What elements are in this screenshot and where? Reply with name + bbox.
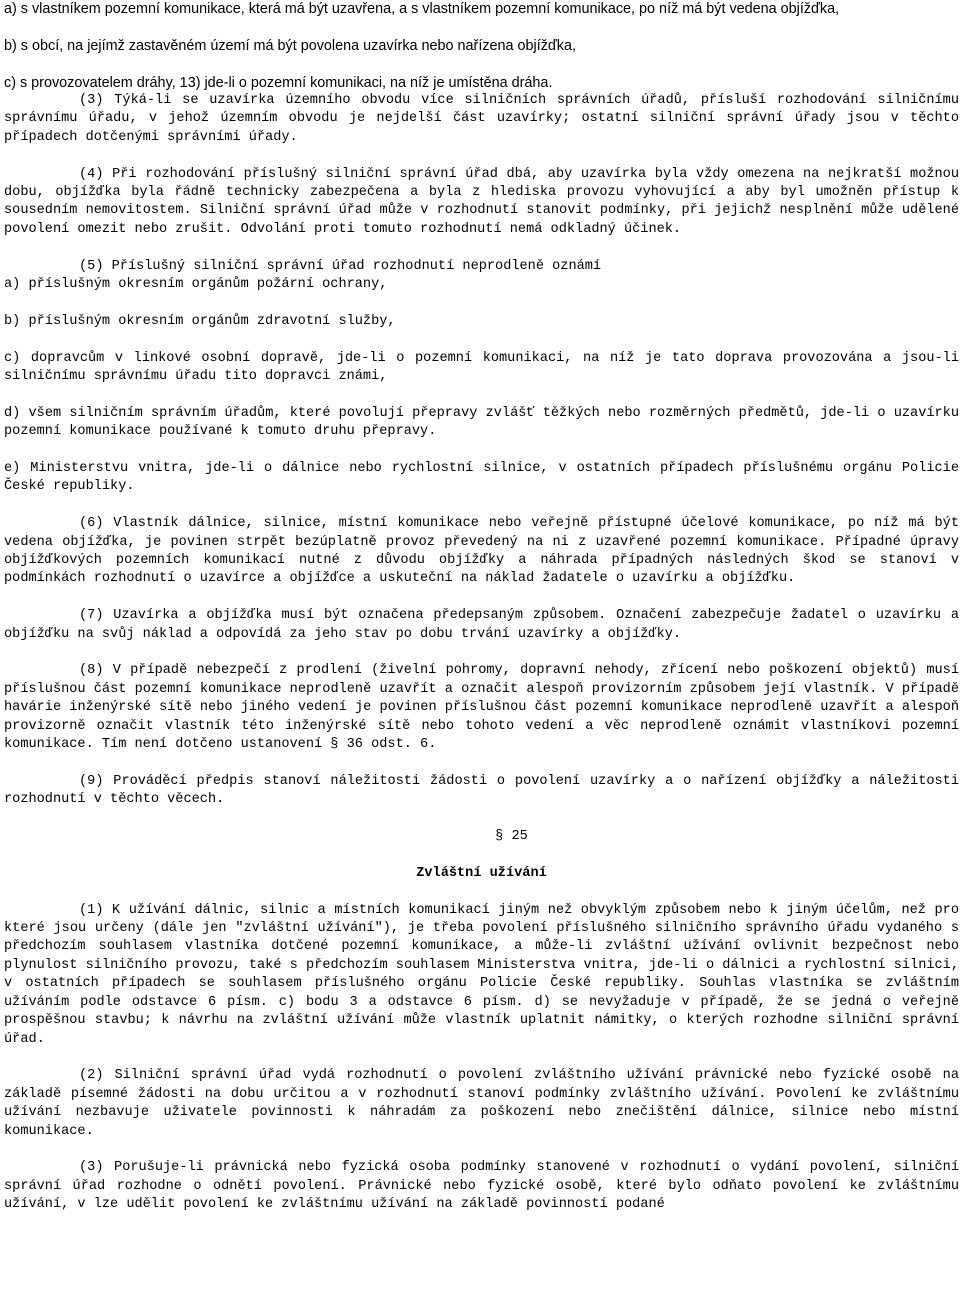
paragraph-3: (3) Týká-li se uzavírka územního obvodu více silničních správních úřadů, přísluší rozhodování silničnímu správnímu úřadu, v jehož územním obvodu je nejdelší část uzavírky; ostatní silniční správní úřady jsou v těchto případech dotčenými správními úřady. (4, 93, 959, 145)
paragraph-25-3: (3) Porušuje-li právnická nebo fyzická osoba podmínky stanovené v rozhodnutí o vydání povolení, silniční správní úřad rozhodne o odnětí povolení. Právnické nebo fyzické osobě, které bylo odňato povolení ke zvláštnímu užívání, v lze udělit povolení ke zvláštnímu užívání na základě povinností podané (4, 1160, 959, 1213)
paragraph-7: (7) Uzavírka a objížďka musí být označena předepsaným způsobem. Označení zabezpečuje žadatel o uzavírku a objížďku na svůj náklad a odpovídá za jeho stav po dobu trvání uzavírky a objížďky. (4, 608, 959, 642)
section-heading: Zvláštní užívání (416, 865, 547, 881)
paragraph-5d: d) všem silničním správním úřadům, které povolují přepravy zvlášť těžkých nebo rozměrných předmětů, jde-li o uzavírku pozemní komunikace používané k tomuto druhu přepravy. (4, 405, 959, 440)
section-number: § 25 (495, 829, 528, 845)
paragraph-25-1: (1) K užívání dálnic, silnic a místních komunikací jiným než obvyklým způsobem nebo k jiným účelům, než pro které jsou určeny (dále jen "zvláštní užívání"), je třeba povolení příslušného silničního správního úřadu vydaného s předchozím souhlasem vlastníka dotčené pozemní komunikace, a může-li zvláštní užívání ovlivnit bezpečnost nebo plynulost silničního provozu, také s předchozím souhlasem Ministerstva vnitra, jde-li o dálnici a rychlostní silnici, v ostatních případech se souhlasem příslušného orgánu Policie České republiky. Souhlas vlastníka se zvláštním užíváním podle odstavce 6 písm. c) bodu 3 a odstavce 6 písm. d) se nevyžaduje v případě, že se jedná o veřejně prospěšnou stavbu; k návrhu na zvláštní užívání může vlastník uplatnit námitky, o kterých rozhodne silniční správní úřad. (4, 902, 959, 1047)
paragraph-5e: e) Ministerstvu vnitra, jde-li o dálnice nebo rychlostní silnice, v ostatních případech příslušnému orgánu Policie České republiky. (4, 461, 959, 495)
paragraph-9: (9) Prováděcí předpis stanoví náležitosti žádosti o povolení uzavírky a o nařízení objížďky a náležitosti rozhodnutí v těchto věcech. (4, 773, 959, 808)
paragraph-5b: b) příslušným okresním orgánům zdravotní služby, (4, 313, 396, 329)
paragraph-25-2: (2) Silniční správní úřad vydá rozhodnutí o povolení zvláštního užívání právnické nebo fyzické osobě na základě písemné žádosti na dobu určitou a v rozhodnutí stanoví podmínky zvláštního užívání. Povolení ke zvláštnímu užívání nezbavuje uživatele povinnosti k náhradám za poškození nebo znečištění dálnice, silnice nebo místní komunikace. (4, 1068, 959, 1139)
paragraph-4: (4) Při rozhodování příslušný silniční správní úřad dbá, aby uzavírka byla vždy omezena na nejkratší možnou dobu, objížďka byla řádně technicky zabezpečena a byla z hlediska provozu vyhovující a aby byl umožněn přístup k sousedním nemovitostem. Silniční správní úřad může v rozhodnutí stanovit podmínky, při jejichž nesplnění může udělené povolení omezit nebo zrušit. Odvolání proti tomuto rozhodnutí nemá odkladný účinek. (4, 166, 959, 237)
paragraph-2b: b) s obcí, na jejímž zastavěném území má být povolena uzavírka nebo nařízena objížďka, (4, 37, 576, 54)
paragraph-8: (8) V případě nebezpečí z prodlení (živelní pohromy, dopravní nehody, zřícení nebo poškození objektů) musí příslušnou část pozemní komunikace neprodleně uzavřít a označit alespoň provizorním způsobem její vlastník. V případě havárie inženýrské sítě nebo jiného vedení je povinen příslušnou část pozemní komunikace neprodleně uzavřít a alespoň provizorně označit vlastník této inženýrské sítě nebo tohoto vedení a věc neprodleně oznámit vlastníkovi pozemní komunikace. Tím není dotčeno ustanovení § 36 odst. 6. (4, 663, 959, 753)
paragraph-2a: a) s vlastníkem pozemní komunikace, která má být uzavřena, a s vlastníkem pozemní komunikace, po níž má být vedena objížďka, (4, 1, 840, 17)
paragraph-6: (6) Vlastník dálnice, silnice, místní komunikace nebo veřejně přístupné účelové komunikace, po níž má být vedena objížďka, je povinen strpět bezúplatně provoz převedený na ni z uzavřené pozemní komunikace. Případné úpravy objížďkových pozemních komunikací nutné z důvodu objížďky a náhrada případných následných škod se stanoví v podmínkách rozhodnutí o uzavírce a objížďce a uskuteční na náklad žadatele o uzavírku a objížďku. (4, 516, 959, 587)
document-page (4, 0, 959, 1233)
paragraph-2c: c) s provozovatelem dráhy, 13) jde-li o pozemní komunikaci, na níž je umístěna dráha. (4, 74, 553, 91)
paragraph-5c: c) dopravcům v linkové osobní dopravě, jde-li o pozemní komunikaci, na níž je tato doprava provozována a jsou-li silničnímu správnímu úřadu tito dopravci známi, (4, 350, 959, 385)
paragraph-5: (5) Příslušný silniční správní úřad rozhodnutí neprodleně oznámí (79, 258, 602, 274)
paragraph-5a: a) příslušným okresním orgánům požární ochrany, (4, 277, 388, 293)
